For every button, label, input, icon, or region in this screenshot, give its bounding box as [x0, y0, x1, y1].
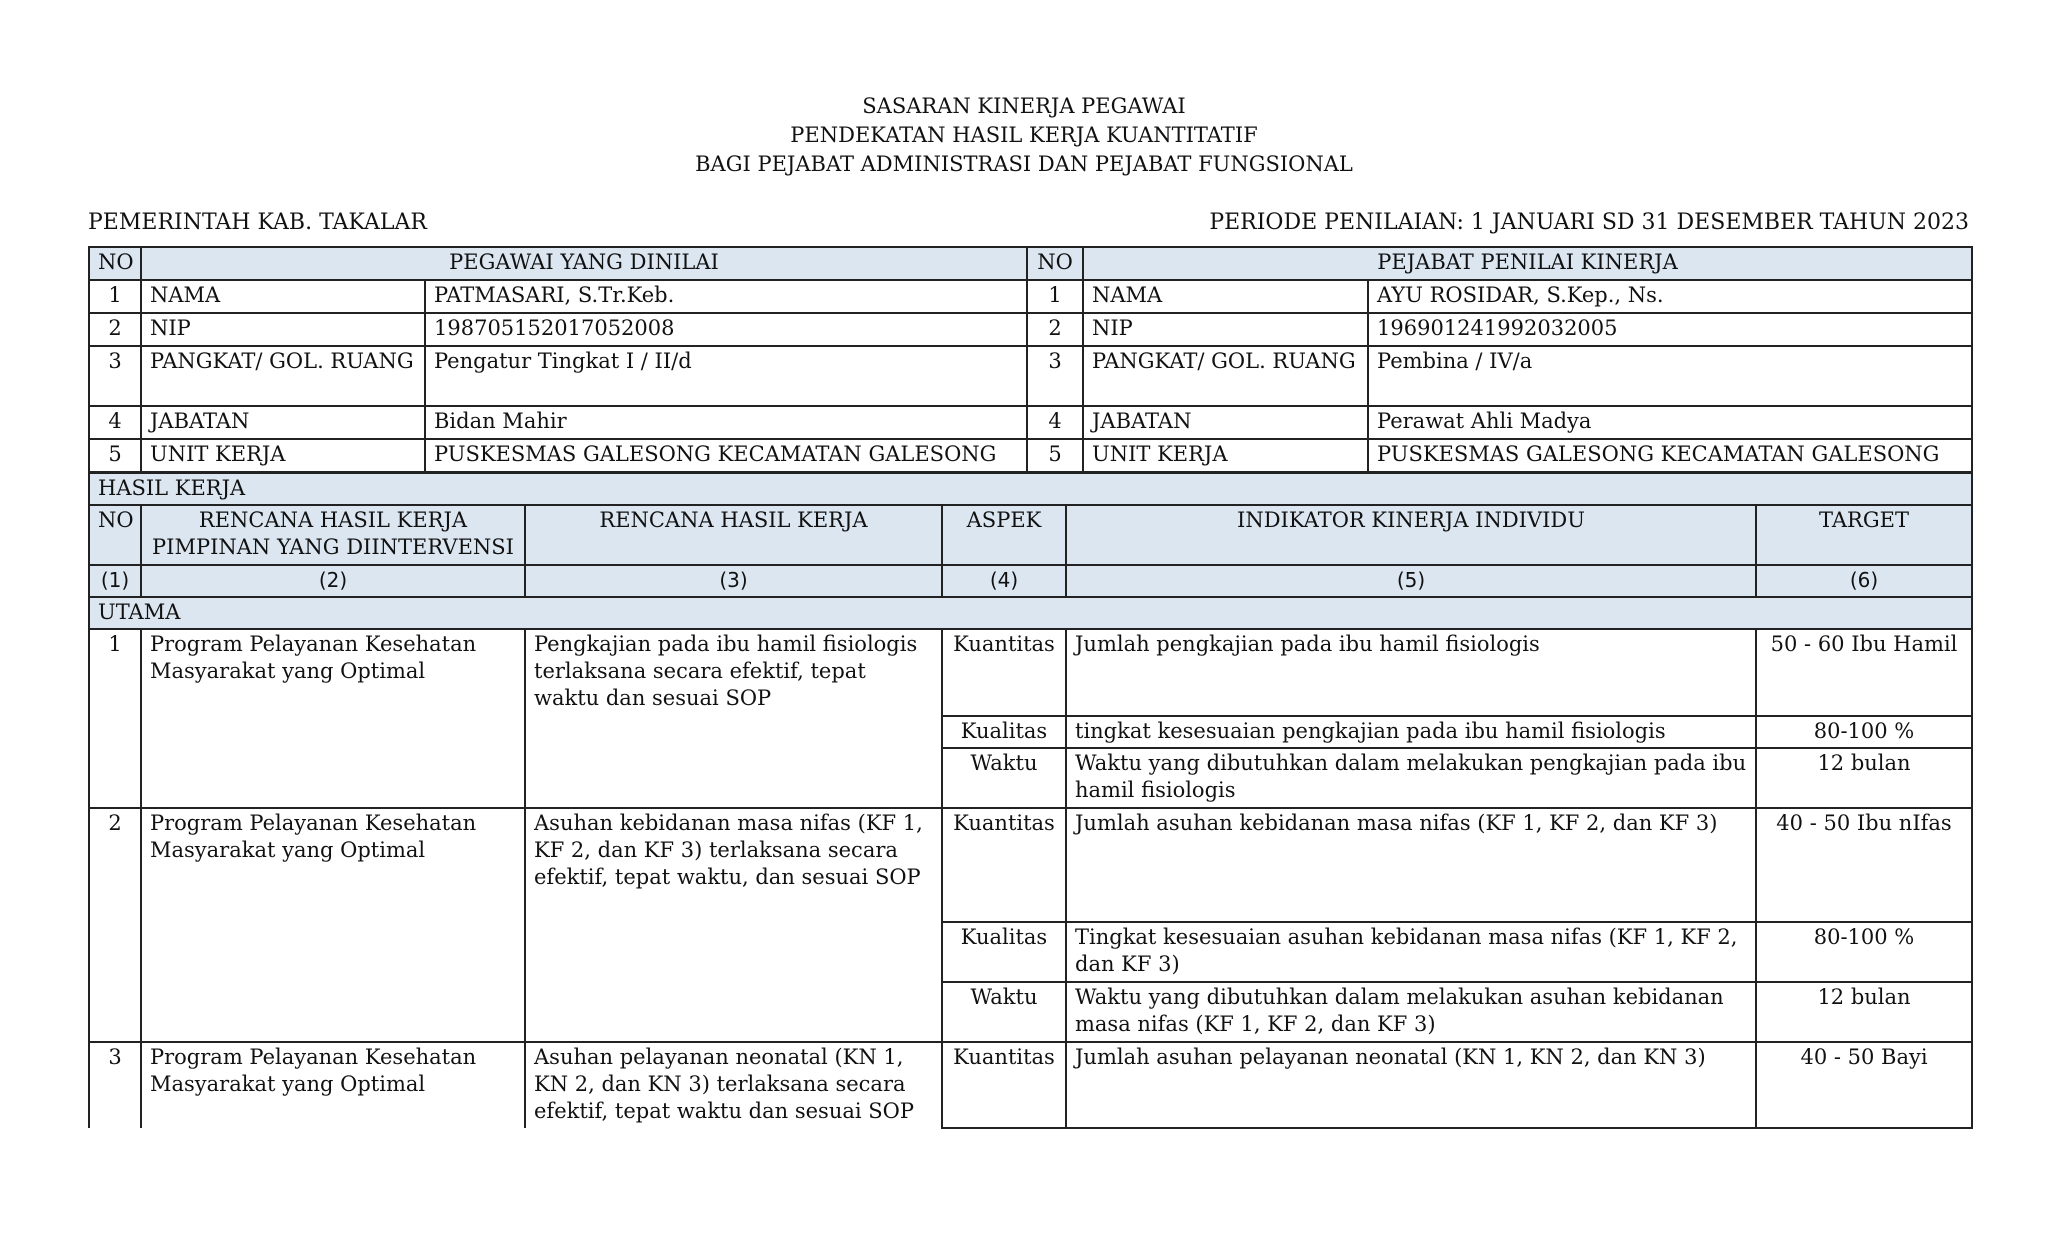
- row-label: PANGKAT/ GOL. RUANG: [1083, 346, 1368, 406]
- col-number: (6): [1756, 565, 1972, 597]
- item-aspek: Waktu: [942, 748, 1066, 808]
- item-indikator: Tingkat kesesuaian asuhan kebidanan masa nifas (KF 1, KF 2, dan KF 3): [1066, 922, 1756, 982]
- header-no-left: NO: [89, 247, 141, 280]
- hasil-kerja-header-row: [89, 505, 1972, 565]
- penilai-value: PUSKESMAS GALESONG KECAMATAN GALESONG: [1368, 439, 1972, 472]
- item-indikator: Jumlah asuhan pelayanan neonatal (KN 1, KN 2, dan KN 3): [1066, 1042, 1756, 1128]
- row-label: NAMA: [141, 280, 425, 313]
- hasil-kerja-table: [88, 472, 1973, 1129]
- row-no: 4: [1027, 406, 1083, 439]
- section-utama-row: [89, 597, 1972, 629]
- title-line-3: BAGI PEJABAT ADMINISTRASI DAN PEJABAT FUNGSIONAL: [695, 152, 1353, 176]
- item-no: 2: [89, 808, 141, 1042]
- item-rhk: Pengkajian pada ibu hamil fisiologis terlaksana secara efektif, tepat waktu dan sesuai SOP: [525, 629, 942, 808]
- item-rhk: Asuhan kebidanan masa nifas (KF 1, KF 2, dan KF 3) terlaksana secara efektif, tepat waktu, dan sesuai SOP: [525, 808, 942, 1042]
- col-header-aspek: ASPEK: [942, 505, 1066, 565]
- item-target: 12 bulan: [1756, 982, 1972, 1042]
- col-header-target: TARGET: [1756, 505, 1972, 565]
- item-aspek: Kualitas: [942, 922, 1066, 982]
- item-target: 12 bulan: [1756, 748, 1972, 808]
- row-label: NIP: [141, 313, 425, 346]
- row-label: UNIT KERJA: [141, 439, 425, 472]
- identity-row: [89, 346, 1972, 406]
- col-number: (3): [525, 565, 942, 597]
- item-no: 3: [89, 1042, 141, 1128]
- header-pegawai: PEGAWAI YANG DINILAI: [141, 247, 1027, 280]
- item-aspek: Kualitas: [942, 716, 1066, 748]
- col-number: (1): [89, 565, 141, 597]
- item-pimpinan: Program Pelayanan Kesehatan Masyarakat yang Optimal: [141, 1042, 525, 1128]
- identity-row: [89, 439, 1972, 472]
- column-number-row: [89, 565, 1972, 597]
- row-no: 1: [89, 280, 141, 313]
- item-indikator: tingkat kesesuaian pengkajian pada ibu hamil fisiologis: [1066, 716, 1756, 748]
- penilai-value: AYU ROSIDAR, S.Kep., Ns.: [1368, 280, 1972, 313]
- table-row: [89, 1042, 1972, 1128]
- item-target: 50 - 60 Ibu Hamil: [1756, 629, 1972, 716]
- row-no: 2: [89, 313, 141, 346]
- item-pimpinan: Program Pelayanan Kesehatan Masyarakat yang Optimal: [141, 629, 525, 808]
- row-no: 1: [1027, 280, 1083, 313]
- item-target: 80-100 %: [1756, 716, 1972, 748]
- row-no: 3: [89, 346, 141, 406]
- item-aspek: Kuantitas: [942, 808, 1066, 922]
- periode-label: PERIODE PENILAIAN: 1 JANUARI SD 31 DESEMBER TAHUN 2023: [1209, 210, 1969, 235]
- col-header-no: NO: [89, 505, 141, 565]
- identity-table: [88, 246, 1973, 473]
- item-target: 40 - 50 Ibu nIfas: [1756, 808, 1972, 922]
- col-number: (2): [141, 565, 525, 597]
- row-label: UNIT KERJA: [1083, 439, 1368, 472]
- row-no: 2: [1027, 313, 1083, 346]
- row-label: PANGKAT/ GOL. RUANG: [141, 346, 425, 406]
- item-indikator: Jumlah asuhan kebidanan masa nifas (KF 1, KF 2, dan KF 3): [1066, 808, 1756, 922]
- col-header-indikator: INDIKATOR KINERJA INDIVIDU: [1066, 505, 1756, 565]
- penilai-value: Pembina / IV/a: [1368, 346, 1972, 406]
- row-no: 3: [1027, 346, 1083, 406]
- item-no: 1: [89, 629, 141, 808]
- col-header-rhk: RENCANA HASIL KERJA: [525, 505, 942, 565]
- header-penilai: PEJABAT PENILAI KINERJA: [1083, 247, 1972, 280]
- section-utama: UTAMA: [89, 597, 1972, 629]
- pegawai-value: PUSKESMAS GALESONG KECAMATAN GALESONG: [425, 439, 1027, 472]
- row-label: JABATAN: [1083, 406, 1368, 439]
- item-indikator: Jumlah pengkajian pada ibu hamil fisiologis: [1066, 629, 1756, 716]
- item-indikator: Waktu yang dibutuhkan dalam melakukan asuhan kebidanan masa nifas (KF 1, KF 2, dan KF 3): [1066, 982, 1756, 1042]
- identity-row: [89, 406, 1972, 439]
- identity-row: [89, 280, 1972, 313]
- table-row: [89, 629, 1972, 716]
- identity-header-row: [89, 247, 1972, 280]
- item-aspek: Kuantitas: [942, 1042, 1066, 1128]
- instansi-label: PEMERINTAH KAB. TAKALAR: [88, 210, 427, 235]
- item-rhk: Asuhan pelayanan neonatal (KN 1, KN 2, dan KN 3) terlaksana secara efektif, tepat waktu dan sesuai SOP: [525, 1042, 942, 1128]
- section-hasil-kerja-row: [89, 473, 1972, 505]
- row-label: NIP: [1083, 313, 1368, 346]
- row-no: 4: [89, 406, 141, 439]
- col-header-rhk-pimpinan: RENCANA HASIL KERJA PIMPINAN YANG DIINTERVENSI: [141, 505, 525, 565]
- header-no-right: NO: [1027, 247, 1083, 280]
- item-aspek: Kuantitas: [942, 629, 1066, 716]
- pegawai-value: Bidan Mahir: [425, 406, 1027, 439]
- penilai-value: Perawat Ahli Madya: [1368, 406, 1972, 439]
- item-indikator: Waktu yang dibutuhkan dalam melakukan pengkajian pada ibu hamil fisiologis: [1066, 748, 1756, 808]
- row-no: 5: [1027, 439, 1083, 472]
- penilai-value: 196901241992032005: [1368, 313, 1972, 346]
- item-aspek: Waktu: [942, 982, 1066, 1042]
- table-row: [89, 808, 1972, 922]
- row-label: JABATAN: [141, 406, 425, 439]
- pegawai-value: Pengatur Tingkat I / II/d: [425, 346, 1027, 406]
- col-number: (4): [942, 565, 1066, 597]
- item-target: 80-100 %: [1756, 922, 1972, 982]
- pegawai-value: 198705152017052008: [425, 313, 1027, 346]
- row-label: NAMA: [1083, 280, 1368, 313]
- document-title: [0, 92, 2048, 179]
- col-number: (5): [1066, 565, 1756, 597]
- identity-row: [89, 313, 1972, 346]
- section-hasil-kerja: HASIL KERJA: [89, 473, 1972, 505]
- item-target: 40 - 50 Bayi: [1756, 1042, 1972, 1128]
- title-line-1: SASARAN KINERJA PEGAWAI: [862, 94, 1186, 118]
- row-no: 5: [89, 439, 141, 472]
- pegawai-value: PATMASARI, S.Tr.Keb.: [425, 280, 1027, 313]
- title-line-2: PENDEKATAN HASIL KERJA KUANTITATIF: [790, 123, 1258, 147]
- item-pimpinan: Program Pelayanan Kesehatan Masyarakat yang Optimal: [141, 808, 525, 1042]
